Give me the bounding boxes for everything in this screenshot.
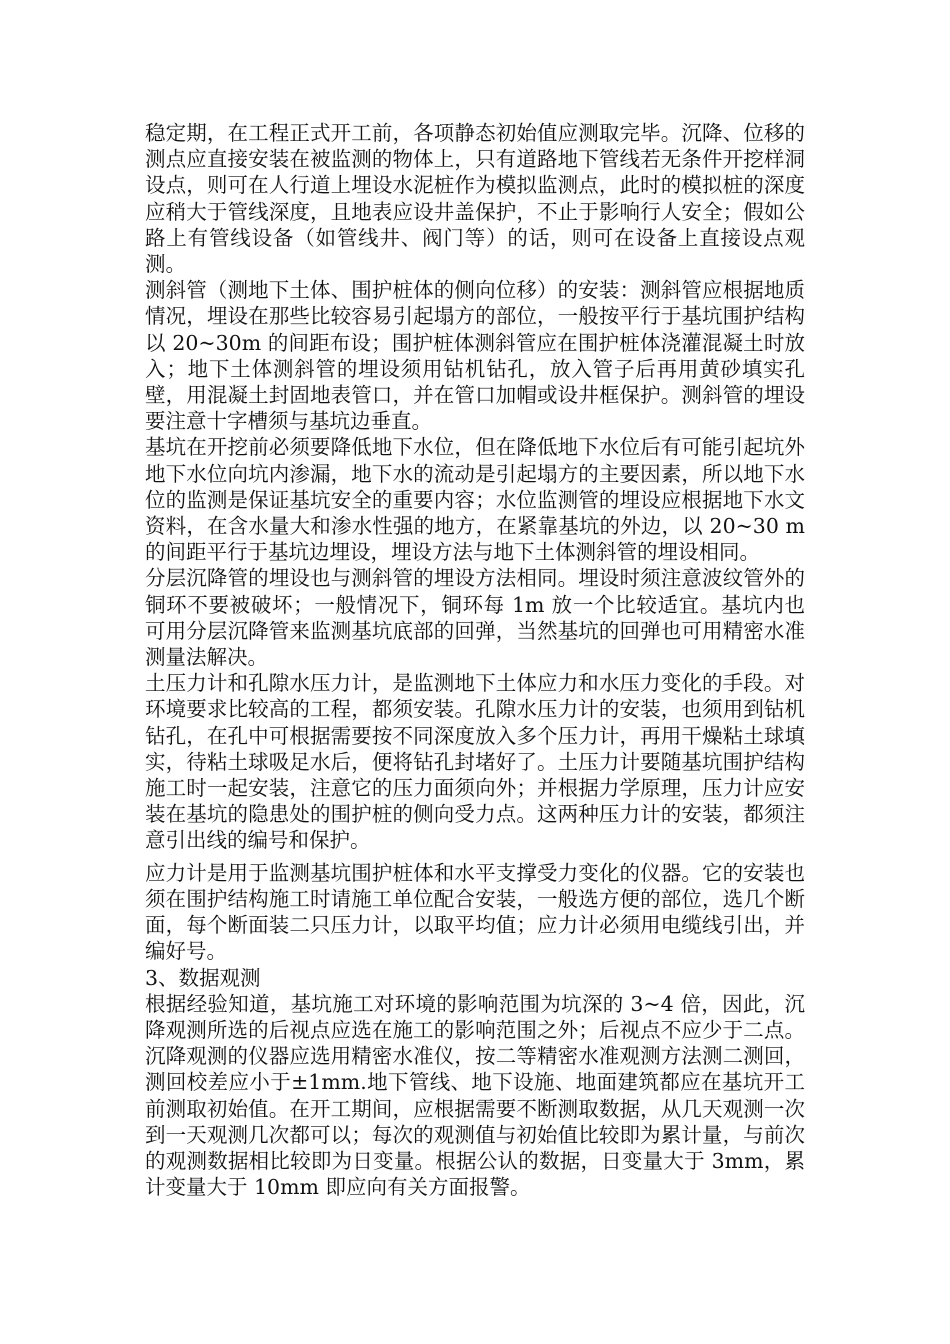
- paragraph-stability-period: 稳定期，在工程正式开工前，各项静态初始值应测取完毕。沉降、位移的测点应直接安装在被监测的物体上，只有道路地下管线若无条件开挖样洞设点，则可在人行道上埋设水泥桩作为模拟监测点，此时的模拟桩的深度应稍大于管线深度，且地表应设井盖保护，不止于影响行人安全；假如公路上有管线设备（如管线井、阀门等）的话，则可在设备上直接设点观测。: [145, 121, 805, 277]
- paragraph-groundwater-monitoring: 基坑在开挖前必须要降低地下水位，但在降低地下水位后有可能引起坑外地下水位向坑内渗漏，地下水的流动是引起塌方的主要因素，所以地下水位的监测是保证基坑安全的重要内容；水位监测管的埋设应根据地下水文资料，在含水量大和渗水性强的地方，在紧靠基坑的外边，以 20~30 m 的间距平行于基坑边埋设，埋设方法与地下土体测斜管的埋设相同。: [145, 435, 805, 565]
- paragraph-settlement-tube: 分层沉降管的埋设也与测斜管的埋设方法相同。埋设时须注意波纹管外的铜环不要被破坏；一般情况下，铜环每 1m 放一个比较适宜。基坑内也可用分层沉降管来监测基坑底部的回弹，当然基坑的回弹也可用精密水准测量法解决。: [145, 566, 805, 670]
- paragraph-stress-gauge: 应力计是用于监测基坑围护桩体和水平支撑受力变化的仪器。它的安装也须在围护结构施工时请施工单位配合安装，一般选方便的部位，选几个断面，每个断面装二只压力计，以取平均值；应力计必须用电缆线引出，并编好号。: [145, 860, 805, 964]
- paragraph-observation-details: 根据经验知道，基坑施工对环境的影响范围为坑深的 3~4 倍，因此，沉降观测所选的后视点应选在施工的影响范围之外；后视点不应少于二点。沉降观测的仪器应选用精密水准仪，按二等精密水准观测方法测二测回，测回校差应小于±1mm.地下管线、地下设施、地面建筑都应在基坑开工前测取初始值。在开工期间，应根据需要不断测取数据，从几天观测一次到一天观测几次都可以；每次的观测值与初始值比较即为累计量，与前次的观测数据相比较即为日变量。根据公认的数据，日变量大于 3mm，累计变量大于 10mm 即应向有关方面报警。: [145, 991, 805, 1200]
- section-heading-data-observation: 3、数据观测: [145, 965, 261, 990]
- paragraph-inclinometer-installation: 测斜管（测地下土体、围护桩体的侧向位移）的安装：测斜管应根据地质情况，埋设在那些比较容易引起塌方的部位，一般按平行于基坑围护结构以 20~30m 的间距布设；围护桩体测斜管应在围护桩体浇灌混凝土时放入；地下土体测斜管的埋设须用钻机钻孔，放入管子后再用黄砂填实孔壁，用混凝土封固地表管口，并在管口加帽或设井框保护。测斜管的埋设要注意十字槽须与基坑边垂直。: [145, 278, 805, 434]
- paragraph-pressure-gauges: 土压力计和孔隙水压力计，是监测地下土体应力和水压力变化的手段。对环境要求比较高的工程，都须安装。孔隙水压力计的安装，也须用到钻机钻孔，在孔中可根据需要按不同深度放入多个压力计，再用干燥粘土球填实，待粘土球吸足水后，便将钻孔封堵好了。土压力计要随基坑围护结构施工时一起安装，注意它的压力面须向外；并根据力学原理，压力计应安装在基坑的隐患处的围护桩的侧向受力点。这两种压力计的安装，都须注意引出线的编号和保护。: [145, 671, 805, 853]
- document-body: [145, 120, 805, 1200]
